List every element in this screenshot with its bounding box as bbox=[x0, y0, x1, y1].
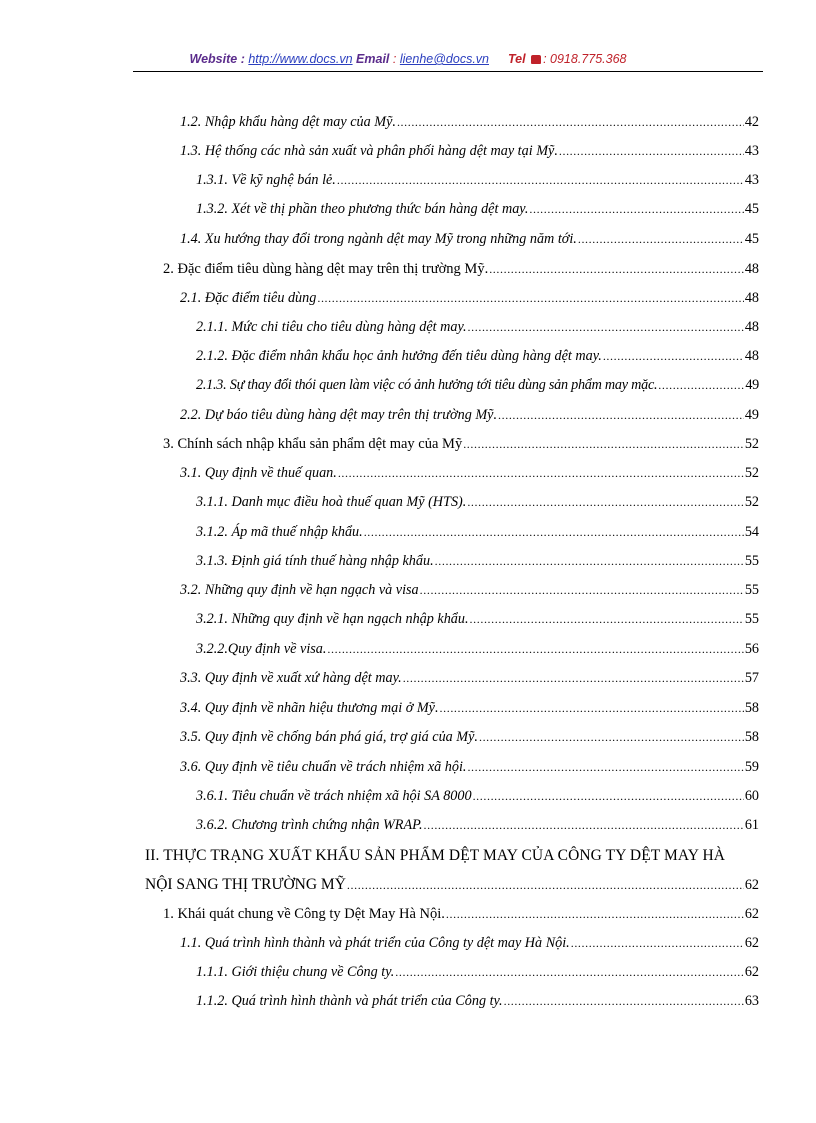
toc-leader bbox=[364, 523, 744, 541]
toc-entry-title: 1. Khái quát chung về Công ty Dệt May Hà Nội. bbox=[163, 906, 445, 922]
toc-entry[interactable] bbox=[180, 230, 759, 248]
toc-leader bbox=[337, 171, 744, 189]
toc-entry-title: 2.1.2. Đặc điểm nhân khẩu học ảnh hưởng đến tiêu dùng hàng dệt may. bbox=[196, 348, 602, 364]
toc-entry-title: 3.6.1. Tiêu chuẩn về trách nhiệm xã hội SA 8000 bbox=[196, 788, 472, 804]
toc-entry-title: 2.1. Đặc điểm tiêu dùng bbox=[180, 290, 317, 306]
toc-leader bbox=[403, 669, 744, 687]
toc-entry[interactable] bbox=[163, 260, 759, 278]
toc-entry[interactable] bbox=[180, 289, 759, 307]
toc-entry[interactable] bbox=[196, 640, 759, 658]
email-separator: : bbox=[392, 52, 397, 66]
toc-entry-title: 1.4. Xu hướng thay đổi trong ngành dệt may Mỹ trong những năm tới. bbox=[180, 231, 577, 247]
toc-entry-page: 49 bbox=[745, 377, 759, 393]
toc-entry[interactable] bbox=[196, 523, 759, 541]
toc-leader bbox=[424, 816, 744, 834]
website-label: Website : bbox=[189, 52, 245, 66]
toc-entry-page: 58 bbox=[744, 700, 759, 716]
toc-entry-title: 3.1.1. Danh mục điều hoà thuế quan Mỹ (HTS). bbox=[196, 494, 467, 510]
toc-entry-page: 42 bbox=[744, 114, 759, 130]
toc-entry-page: 48 bbox=[744, 290, 759, 306]
toc-entry-page: 62 bbox=[744, 964, 759, 980]
toc-leader bbox=[498, 406, 744, 424]
toc-entry-page: 52 bbox=[744, 494, 759, 510]
toc-entry-page: 52 bbox=[744, 465, 759, 481]
toc-entry[interactable] bbox=[196, 318, 759, 336]
toc-entry-title: 3.2.2.Quy định về visa. bbox=[196, 641, 327, 657]
toc-entry-title: 3.2. Những quy định về hạn ngạch và visa bbox=[180, 582, 419, 598]
header-rule bbox=[133, 71, 763, 72]
toc-leader bbox=[479, 728, 744, 746]
toc-chapter-line2: NỘI SANG THỊ TRƯỜNG MỸ bbox=[145, 876, 346, 893]
toc-entry-title: 1.1.1. Giới thiệu chung về Công ty. bbox=[196, 964, 395, 980]
toc-leader bbox=[578, 230, 744, 248]
toc-leader bbox=[317, 289, 743, 307]
toc-entry-page: 59 bbox=[744, 759, 759, 775]
toc-entry-page: 55 bbox=[744, 611, 759, 627]
toc-entry-title: 3.3. Quy định về xuất xứ hàng dệt may. bbox=[180, 670, 402, 686]
toc-entry[interactable] bbox=[180, 142, 759, 160]
toc-leader bbox=[571, 934, 744, 952]
toc-entry[interactable] bbox=[180, 699, 759, 717]
toc-entry-title: 1.1.2. Quá trình hình thành và phát triển của Công ty. bbox=[196, 993, 503, 1009]
toc-entry-title: 3.4. Quy định về nhãn hiệu thương mại ở Mỹ. bbox=[180, 700, 439, 716]
toc-entry-page: 54 bbox=[744, 524, 759, 540]
toc-entry[interactable] bbox=[180, 728, 759, 746]
toc-entry-title: 3.1.2. Áp mã thuế nhập khẩu. bbox=[196, 524, 363, 540]
toc-chapter-entry[interactable] bbox=[145, 876, 759, 894]
toc-entry-title: 2.2. Dự báo tiêu dùng hàng dệt may trên thị trường Mỹ. bbox=[180, 407, 498, 423]
toc-entry[interactable] bbox=[196, 992, 759, 1010]
toc-leader bbox=[529, 200, 743, 218]
toc-leader bbox=[435, 552, 744, 570]
toc-leader bbox=[467, 758, 743, 776]
toc-entry-page: 52 bbox=[744, 436, 759, 452]
toc-leader bbox=[338, 464, 744, 482]
toc-entry-page: 48 bbox=[744, 348, 759, 364]
toc-chapter-line1[interactable]: II. THỰC TRẠNG XUẤT KHẨU SẢN PHẨM DỆT MAY CỦA CÔNG TY DỆT MAY HÀ bbox=[145, 847, 726, 864]
toc-entry-page: 48 bbox=[744, 261, 759, 277]
tel-value: : 0918.775.368 bbox=[543, 52, 627, 66]
toc-entry-title: 3.6. Quy định về tiêu chuẩn về trách nhiệm xã hội. bbox=[180, 759, 467, 775]
email-link[interactable]: lienhe@docs.vn bbox=[399, 52, 489, 66]
toc-entry[interactable] bbox=[196, 347, 759, 365]
toc-entry[interactable] bbox=[180, 113, 759, 131]
toc-leader bbox=[504, 992, 744, 1010]
toc-leader bbox=[463, 435, 744, 453]
toc-leader bbox=[420, 581, 744, 599]
toc-entry-title: 3.1.3. Định giá tính thuế hàng nhập khẩu. bbox=[196, 553, 434, 569]
tel-label: Tel bbox=[507, 52, 526, 66]
toc-entry-title: 1.3.1. Về kỹ nghệ bán lẻ. bbox=[196, 172, 336, 188]
toc-entry-title: 1.1. Quá trình hình thành và phát triển của Công ty dệt may Hà Nội. bbox=[180, 935, 570, 951]
toc-entry-title: 2.1.3. Sự thay đổi thói quen làm việc có ảnh hưởng tới tiêu dùng sản phẩm may mặc. bbox=[196, 377, 658, 393]
toc-entry-page: 45 bbox=[744, 231, 759, 247]
toc-entry-title: 1.2. Nhập khẩu hàng dệt may của Mỹ. bbox=[180, 114, 396, 130]
toc-entry[interactable] bbox=[180, 669, 759, 687]
toc-entry-title: 2.1.1. Mức chi tiêu cho tiêu dùng hàng dệt may. bbox=[196, 319, 467, 335]
toc-leader bbox=[467, 493, 744, 511]
toc-entry-title: 2. Đặc điểm tiêu dùng hàng dệt may trên thị trường Mỹ. bbox=[163, 261, 489, 277]
toc-entry[interactable] bbox=[180, 464, 759, 482]
toc-entry-page: 43 bbox=[744, 172, 759, 188]
toc-entry[interactable] bbox=[196, 200, 759, 218]
toc-leader bbox=[395, 963, 744, 981]
toc-entry-page: 56 bbox=[744, 641, 759, 657]
toc-entry[interactable] bbox=[196, 787, 759, 805]
toc-entry[interactable] bbox=[196, 610, 759, 628]
toc-entry-page: 62 bbox=[744, 935, 759, 951]
toc-entry[interactable] bbox=[163, 905, 759, 923]
website-link[interactable]: http://www.docs.vn bbox=[248, 52, 353, 66]
toc-leader bbox=[468, 318, 744, 336]
toc-entry-page: 49 bbox=[744, 407, 759, 423]
toc-entry[interactable] bbox=[196, 376, 759, 394]
toc-entry[interactable] bbox=[180, 758, 759, 776]
toc-entry-page: 62 bbox=[744, 877, 759, 893]
toc-entry-title: 3.2.1. Những quy định về hạn ngạch nhập khẩu. bbox=[196, 611, 469, 627]
phone-icon bbox=[531, 55, 541, 64]
toc-leader bbox=[559, 142, 744, 160]
toc-entry[interactable] bbox=[196, 816, 759, 834]
toc-entry-page: 61 bbox=[744, 817, 759, 833]
toc-leader bbox=[603, 347, 744, 365]
toc-entry-title: 1.3. Hệ thống các nhà sản xuất và phân phối hàng dệt may tại Mỹ. bbox=[180, 143, 558, 159]
toc-entry[interactable] bbox=[180, 406, 759, 424]
toc-entry-page: 55 bbox=[744, 553, 759, 569]
toc-entry-title: 1.3.2. Xét về thị phần theo phương thức bán hàng dệt may. bbox=[196, 201, 529, 217]
toc-leader bbox=[446, 905, 744, 923]
toc-entry[interactable] bbox=[196, 552, 759, 570]
toc-leader bbox=[397, 113, 744, 131]
toc-entry[interactable] bbox=[180, 934, 759, 952]
page-header bbox=[0, 52, 816, 66]
toc-entry-title: 3.6.2. Chương trình chứng nhận WRAP. bbox=[196, 817, 423, 833]
toc-entry-page: 57 bbox=[744, 670, 759, 686]
toc-entry-page: 48 bbox=[744, 319, 759, 335]
toc-entry[interactable] bbox=[196, 963, 759, 981]
toc-entry[interactable] bbox=[163, 435, 759, 453]
toc-entry-title: 3. Chính sách nhập khẩu sản phẩm dệt may của Mỹ bbox=[163, 436, 463, 452]
toc-entry-page: 55 bbox=[744, 582, 759, 598]
toc-entry-page: 63 bbox=[744, 993, 759, 1009]
toc-leader bbox=[440, 699, 744, 717]
toc-leader bbox=[470, 610, 744, 628]
toc-entry-page: 45 bbox=[744, 201, 759, 217]
toc-entry-title: 3.1. Quy định về thuế quan. bbox=[180, 465, 337, 481]
toc-entry-page: 62 bbox=[744, 906, 759, 922]
toc-leader bbox=[327, 640, 743, 658]
toc-leader bbox=[489, 260, 744, 278]
toc-entry-page: 58 bbox=[744, 729, 759, 745]
toc-leader bbox=[347, 876, 744, 894]
toc-entry[interactable] bbox=[180, 581, 759, 599]
toc-entry-page: 60 bbox=[744, 788, 759, 804]
toc-entry-title: 3.5. Quy định về chống bán phá giá, trợ giá của Mỹ. bbox=[180, 729, 478, 745]
toc-leader bbox=[473, 787, 744, 805]
toc-entry-page: 43 bbox=[744, 143, 759, 159]
email-label: Email bbox=[356, 52, 390, 66]
toc-entry[interactable] bbox=[196, 171, 759, 189]
toc-entry[interactable] bbox=[196, 493, 759, 511]
toc-leader bbox=[658, 376, 744, 394]
